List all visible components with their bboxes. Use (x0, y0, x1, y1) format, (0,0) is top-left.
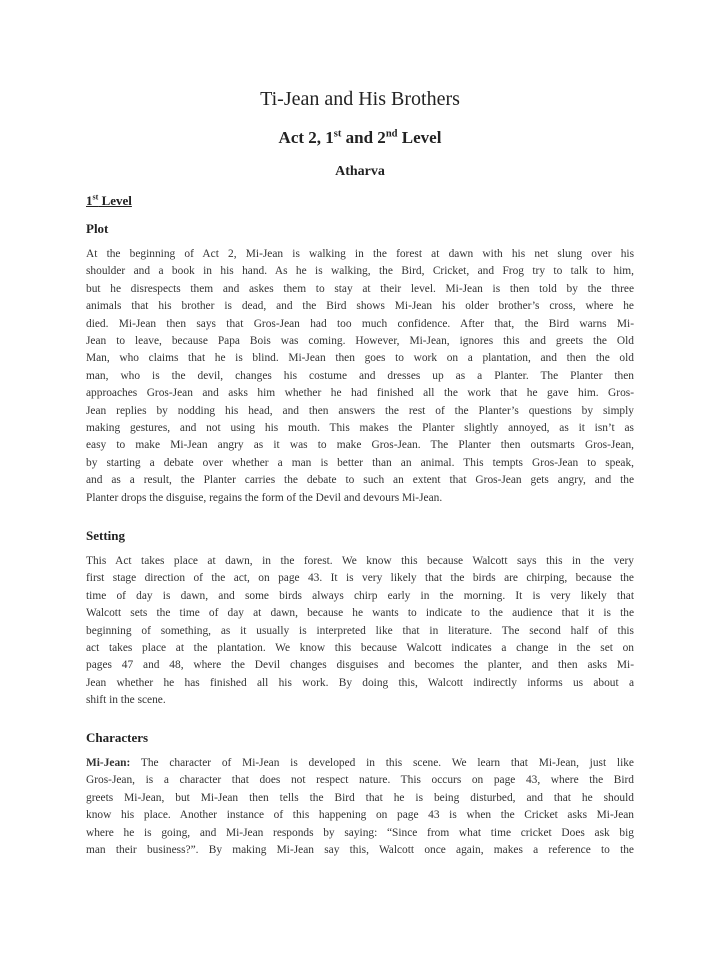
paragraph-line: Jean replies by nodding his head, and then answers the rest of the Planter’s questions by simply (86, 404, 634, 417)
character-name-mi-jean: Mi-Jean: (86, 757, 131, 769)
document-subtitle (0, 128, 720, 148)
paragraph-line: know his place. Another instance of this happening on page 43 is when the Cricket asks Mi-Jean (86, 809, 634, 822)
plot-heading: Plot (86, 221, 109, 236)
paragraph-line: time of day is dawn, and some birds always chirp early in the morning. It is very likely that (86, 589, 634, 602)
setting-paragraph (86, 553, 634, 710)
document-author: Atharva (335, 164, 385, 179)
paragraph-line: Jean to leave, because Papa Bois was coming. However, Mi-Jean, ignores this and greets the Old (86, 335, 634, 348)
subtitle-sup-st: st (333, 128, 342, 140)
paragraph-line: beginning of something, as it usually is interpreted like that in literature. The second half of this (86, 624, 634, 637)
paragraph-line: man their business?”. By making Mi-Jean say this, Walcott once again, makes a reference to the (86, 844, 634, 857)
paragraph-line (86, 755, 634, 772)
document-title: Ti-Jean and His Brothers (260, 88, 460, 110)
characters-heading: Characters (86, 730, 149, 745)
paragraph-line: but he disrespects them and askes them to stay at their level. Mi-Jean is then told by the three (86, 282, 634, 295)
level-text: Level (98, 193, 132, 208)
paragraph-line: This Act takes place at dawn, in the forest. We know this because Walcott says this in the very (86, 555, 634, 567)
paragraph-line: pages 47 and 48, where the Devil changes disguises and becomes the planter, and then asks Mi- (86, 659, 634, 672)
paragraph-line: by starting a debate over whether a man is better than an animal. This tempts Gros-Jean to speak, (86, 456, 634, 469)
paragraph-line: animals that his brother is dead, and the Bird shows Mi-Jean his older brother’s cross, where he (86, 300, 634, 313)
paragraph-line: greets Mi-Jean, but Mi-Jean then tells the Bird that he is being disturbed, and that he should (86, 791, 634, 804)
paragraph-line: approaches Gros-Jean and asks him whether he had finished all the work that he gave him. Gros- (86, 387, 634, 400)
paragraph-line: Jean whether he has finished all his work. By doing this, Walcott indirectly informs us about a (86, 676, 634, 689)
paragraph-line: making gestures, and not using his mouth. This makes the Planter slightly annoyed, as it isn’t as (86, 422, 634, 435)
subtitle-prefix: Act 2, 1 (278, 128, 334, 147)
characters-paragraph (86, 755, 634, 859)
paragraph-line: shoulder and a book in his hand. As he is walking, the Bird, Cricket, and Frog try to talk to him, (86, 265, 634, 278)
level-number: 1 (86, 193, 93, 208)
paragraph-line: first stage direction of the act, on page 43. It is very likely that the birds are chirping, because the (86, 572, 634, 585)
paragraph-line: and as a result, the Planter carries the debate to such an extent that Gros-Jean gets angry, and the (86, 474, 634, 487)
level-heading (86, 193, 132, 209)
paragraph-line: easy to make Mi-Jean angry as it was to make Gros-Jean. The Planter then outsmarts Gros-Jean, (86, 439, 634, 452)
paragraph-line: Planter drops the disguise, regains the form of the Devil and devours Mi-Jean. (86, 491, 443, 504)
subtitle-sup-nd: nd (385, 128, 398, 140)
paragraph-line: Gros-Jean, is a character that does not respect nature. This occurs on page 43, where the Bird (86, 774, 634, 787)
setting-heading: Setting (86, 528, 125, 543)
paragraph-line: man, who is the devil, changes his costume and dresses up as a Planter. The Planter then (86, 369, 634, 382)
paragraph-line: where he is going, and Mi-Jean responds by saying: “Since from what time cricket Does ask big (86, 826, 634, 839)
paragraph-line: shift in the scene. (86, 694, 166, 707)
level-sup: st (92, 192, 99, 202)
paragraph-line: act takes place at the plantation. We know this because Walcott indicates a change in the set on (86, 642, 634, 655)
paragraph-line: At the beginning of Act 2, Mi-Jean is walking in the forest at dawn with his net slung over his (86, 248, 634, 260)
subtitle-middle: and 2 (341, 128, 386, 147)
paragraph-line: Walcott sets the time of day at dawn, because he wants to indicate to the audience that it is the (86, 607, 634, 620)
subtitle-suffix: Level (397, 128, 442, 147)
plot-paragraph (86, 246, 634, 507)
character-intro-text: The character of Mi-Jean is developed in this scene. We learn that Mi-Jean, just like (130, 757, 634, 769)
paragraph-line: died. Mi-Jean then says that Gros-Jean had too much confidence. After that, the Bird warns Mi- (86, 317, 634, 330)
paragraph-line: Man, who claims that he is blind. Mi-Jean then goes to work on a plantation, and then the old (86, 352, 634, 365)
